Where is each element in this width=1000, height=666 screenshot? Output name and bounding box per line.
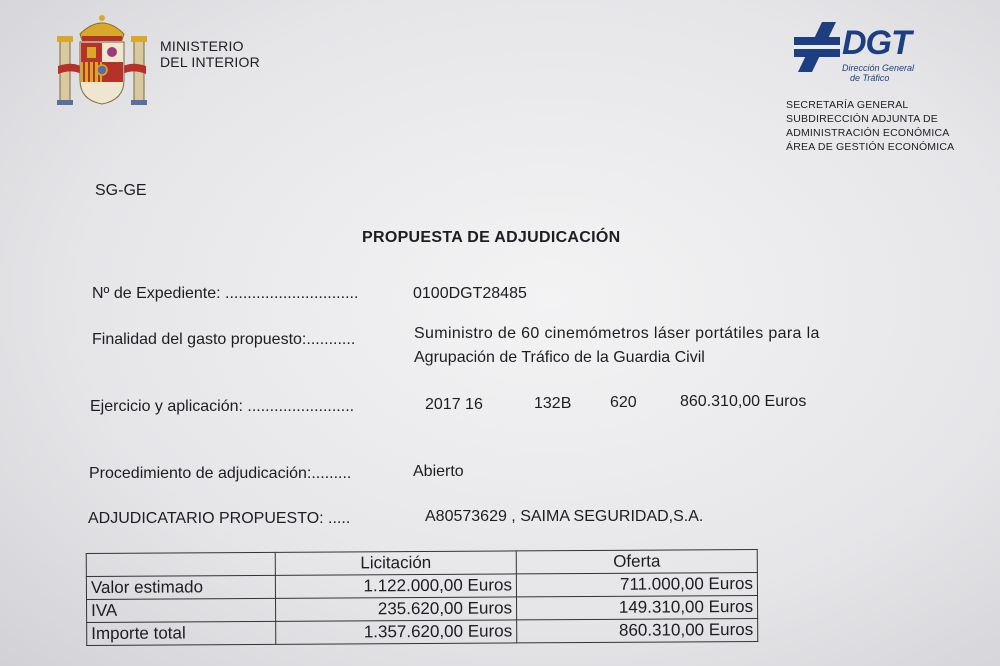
- dgt-line: SUBDIRECCIÓN ADJUNTA DE: [786, 113, 939, 125]
- ministry-name: [160, 38, 260, 70]
- table-row: [87, 618, 758, 645]
- table-row-label: IVA: [87, 598, 276, 622]
- table-row: [87, 595, 758, 622]
- finalidad-line-2: Agrupación de Tráfico de la Guardia Civil: [414, 349, 705, 366]
- ejercicio-label: Ejercicio y aplicación: ........................: [90, 398, 355, 415]
- document-code: SG-GE: [95, 182, 147, 199]
- finalidad-label: Finalidad del gasto propuesto:...........: [92, 331, 356, 348]
- costs-table: [86, 549, 759, 646]
- dgt-line: ADMINISTRACIÓN ECONÓMICA: [786, 127, 950, 139]
- ejercicio-program: 132B: [534, 395, 572, 412]
- document-title: PROPUESTA DE ADJUDICACIÓN: [362, 229, 621, 246]
- table-row: [86, 572, 757, 599]
- dgt-subtitle: [842, 63, 914, 83]
- dgt-logo-text: DGT: [842, 24, 911, 62]
- table-row-label: Valor estimado: [86, 575, 275, 599]
- table-header-licitacion: Licitación: [275, 551, 516, 575]
- coat-of-arms-logo: [56, 10, 148, 106]
- expediente-row: [92, 285, 358, 303]
- ejercicio-concept: 620: [610, 394, 637, 411]
- procedimiento-label: Procedimiento de adjudicación:.........: [89, 465, 352, 482]
- dgt-subtitle-line-2: de Tráfico: [850, 73, 890, 83]
- ministry-line-1: MINISTERIO: [160, 38, 244, 54]
- procedimiento-value: Abierto: [413, 463, 464, 480]
- table-cell-licitacion: 235.620,00 Euros: [276, 597, 517, 621]
- table-cell-licitacion: 1.122.000,00 Euros: [275, 574, 516, 598]
- table-cell-oferta: 149.310,00 Euros: [516, 595, 757, 619]
- dgt-subtitle-line-1: Dirección General: [842, 63, 915, 73]
- finalidad-line-1: Suministro de 60 cinemómetros láser portátiles para la: [414, 325, 820, 342]
- table-header-cell: [86, 552, 275, 576]
- table-cell-oferta: 711.000,00 Euros: [516, 572, 757, 596]
- expediente-label: Nº de Expediente: ..............................: [92, 285, 359, 302]
- dgt-line: ÁREA DE GESTIÓN ECONÓMICA: [786, 141, 955, 153]
- ejercicio-year: 2017 16: [425, 396, 483, 413]
- table-cell-oferta: 860.310,00 Euros: [517, 618, 758, 642]
- table-header-row: [86, 549, 757, 576]
- dgt-line: SECRETARÍA GENERAL: [786, 99, 909, 111]
- table-header-oferta: Oferta: [516, 549, 757, 573]
- expediente-value: 0100DGT28485: [413, 285, 527, 302]
- adjudicatario-label: ADJUDICATARIO PROPUESTO: .....: [88, 510, 351, 527]
- ejercicio-amount: 860.310,00 Euros: [680, 393, 807, 410]
- table-cell-licitacion: 1.357.620,00 Euros: [276, 620, 517, 644]
- table-row-label: Importe total: [87, 621, 276, 645]
- adjudicatario-value: A80573629 , SAIMA SEGURIDAD,S.A.: [425, 508, 704, 525]
- ministry-line-2: DEL INTERIOR: [160, 54, 260, 70]
- dgt-logo-mark: [792, 20, 842, 74]
- dgt-department-block: [786, 98, 954, 154]
